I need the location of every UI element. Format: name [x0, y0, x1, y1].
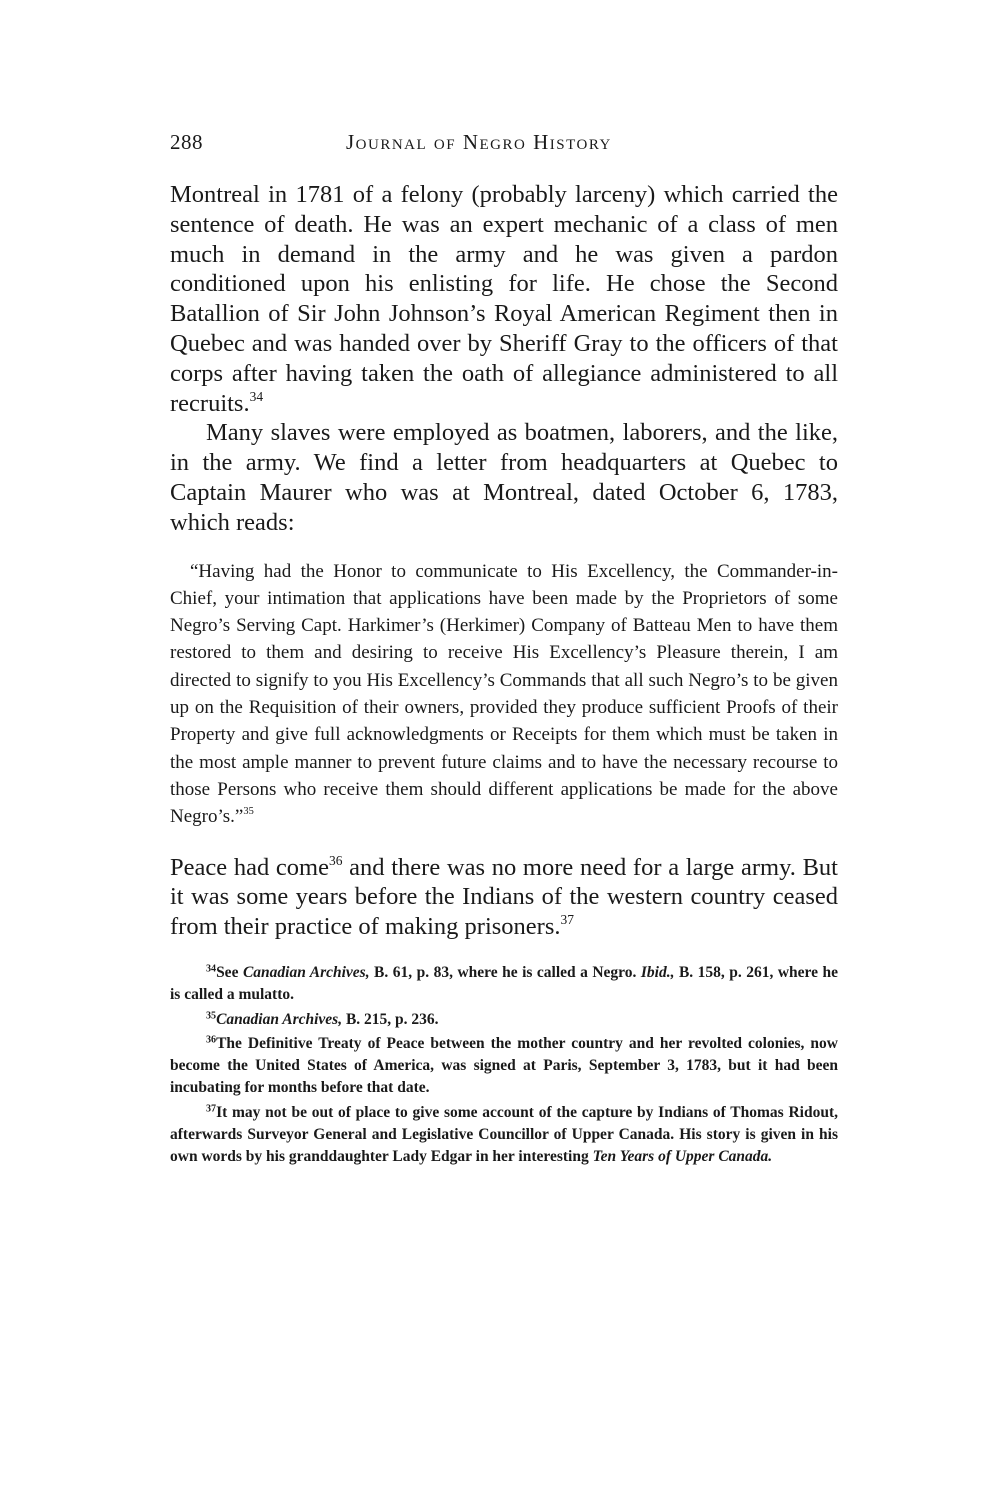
footnote-number: 34	[206, 963, 217, 975]
page-number: 288	[170, 130, 203, 154]
footnote-36	[170, 1033, 838, 1100]
footnote-34	[170, 962, 838, 1007]
footnote-italic: Ibid.,	[640, 963, 675, 981]
running-head	[170, 130, 838, 164]
paragraph-3-part-1: Peace had come	[170, 853, 329, 881]
paragraph-1	[170, 180, 838, 418]
footnote-italic: Canadian Archives,	[216, 1010, 343, 1028]
page	[170, 130, 838, 1171]
footnote-text: See	[216, 963, 243, 981]
footnote-italic: Canadian Archives,	[242, 963, 370, 981]
footnote-text: It may not be out of place to give some account of the capture by Indians of Thomas Ridout, afterwards Surveyor General and Legislative Councillor of Upper Canada. His story is given in his own words by his granddaughter Lady Edgar in her interesting	[170, 1103, 838, 1166]
paragraph-3-part-2: and there was no more need for a large army. But it was some years before the Indians of the western country ceased from their practice of making prisoners.	[170, 853, 838, 941]
quote-text: “Having had the Honor to communicate to His Excellency, the Commander-in-Chief, your intimation that applications have been made by the Proprietors of some Negro’s Serving Capt. Harkimer’s (Herkimer) Company of Batteau Men to have them restored to them and desiring to receive His Excellency’s Pleasure therein, I am directed to signify to you His Excellency’s Commands that all such Negro’s to be given up on the Requisition of their owners, provided they produce sufficient Proofs of their Property and give full acknowledgments or Receipts for them which must be taken in the most ample manner to prevent future claims and to have the necessary recourse to those Persons who receive them should different applications be made for the above Negro’s.”	[170, 560, 838, 828]
footnote-ref-34: 34	[249, 388, 264, 404]
footnote-text: B. 215, p. 236.	[342, 1010, 439, 1028]
footnote-text: The Definitive Treaty of Peace between the mother country and her revolted colonies, now become the United States of America, was signed at Paris, September 3, 1783, but it had been incubating for months before that date.	[170, 1034, 838, 1097]
paragraph-3	[170, 853, 838, 942]
footnote-37	[170, 1102, 838, 1169]
footnote-number: 37	[206, 1103, 217, 1115]
footnote-ref-35: 35	[243, 806, 254, 818]
paragraph-1-text: Montreal in 1781 of a felony (probably larceny) which carried the sentence of death. He was an expert mechanic of a class of men much in demand in the army and he was given a pardon conditioned upon his enlisting for life. He chose the Second Batallion of Sir John Johnson’s Royal American Regiment then in Quebec and was handed over by Sheriff Gray to the officers of that corps after having taken the oath of allegiance administered to all recruits.	[170, 181, 838, 417]
body-text	[170, 180, 838, 538]
footnote-number: 35	[206, 1009, 217, 1021]
paragraph-2: Many slaves were employed as boatmen, laborers, and the like, in the army. We find a letter from headquarters at Quebec to Captain Maurer who was at Montreal, dated October 6, 1783, which reads:	[170, 419, 838, 536]
footnote-ref-37: 37	[560, 912, 574, 928]
footnote-ref-36: 36	[328, 852, 343, 868]
footnotes	[170, 962, 838, 1169]
footnote-italic: Ten Years of Upper Canada.	[592, 1148, 773, 1166]
journal-title: Journal of Negro History	[346, 130, 612, 154]
block-quote	[170, 558, 838, 831]
footnote-text: B. 158, p. 261, where he is called a mulatto.	[170, 963, 839, 1004]
footnote-number: 36	[206, 1034, 217, 1046]
footnote-35	[170, 1009, 838, 1031]
footnote-text: B. 61, p. 83, where he is called a Negro.	[369, 963, 641, 981]
